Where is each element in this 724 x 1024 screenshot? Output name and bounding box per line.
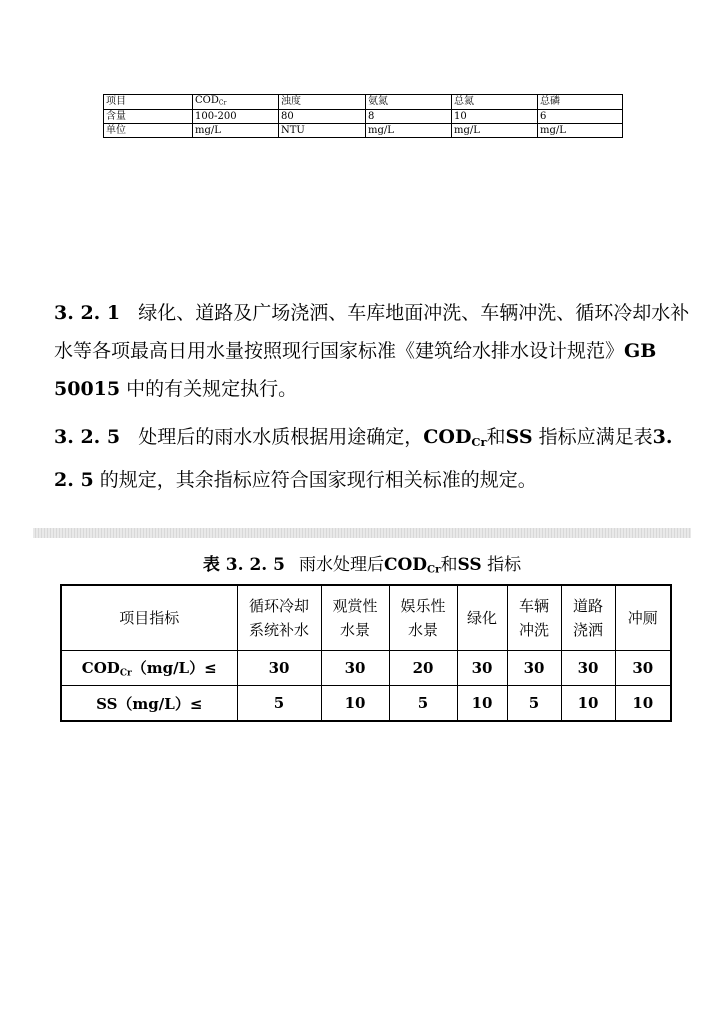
table-row [104, 123, 623, 137]
clause-text: 指标应满足表 [538, 426, 653, 448]
table-cell: 100-200 [193, 109, 279, 123]
rainwater-quality-table [60, 584, 672, 722]
table-cell: 80 [279, 109, 366, 123]
table-cell: mg/L [538, 123, 623, 137]
row-header [61, 651, 237, 686]
table-cell: 30 [237, 651, 321, 686]
cod-subscript: Cr [471, 434, 487, 449]
clause-text: 和 [486, 426, 506, 448]
table-cell: 30 [561, 651, 615, 686]
table-cell: 10 [561, 686, 615, 722]
column-header [561, 585, 615, 651]
table-cell: 30 [457, 651, 507, 686]
table-cell: 含量 [104, 109, 193, 123]
header-line: 浇洒 [572, 621, 603, 639]
table-cell: 10 [457, 686, 507, 722]
table-cell: mg/L [193, 123, 279, 137]
column-header [615, 585, 671, 651]
header-line: 水景 [407, 621, 438, 639]
cod-subscript: Cr [119, 668, 132, 679]
unit-label: （mg/L）≤ [131, 659, 217, 678]
ss-label: SS [457, 555, 482, 575]
table-cell: 10 [452, 109, 538, 123]
table-cell: NTU [279, 123, 366, 137]
row-header: SS（mg/L）≤ [61, 686, 237, 722]
table-cell: 10 [615, 686, 671, 722]
column-header [237, 585, 321, 651]
header-line: 系统补水 [248, 621, 309, 639]
table-cell: mg/L [366, 123, 452, 137]
table-row [104, 95, 623, 110]
table-row-ss [61, 686, 671, 722]
column-header [457, 585, 507, 651]
header-line: 冲洗 [518, 621, 549, 639]
table-cell: 30 [321, 651, 389, 686]
table-cell: 20 [389, 651, 457, 686]
cod-label: COD [81, 659, 120, 678]
cod-label: COD [423, 426, 472, 448]
table-cell: 单位 [104, 123, 193, 137]
clause-text: 的规定，其余指标应符合国家现行相关标准的规定。 [99, 468, 537, 491]
table-cell [193, 95, 279, 110]
header-line: 项目指标 [119, 609, 180, 627]
table-cell: 6 [538, 109, 623, 123]
cod-subscript: Cr [427, 563, 441, 576]
standard-code: GB 50015 [54, 340, 657, 400]
clause-text-tail: 中的有关规定执行。 [126, 378, 298, 400]
caption-text: 和 [440, 555, 458, 575]
cod-label: COD [195, 95, 219, 106]
column-header [61, 585, 237, 651]
table-row [104, 109, 623, 123]
water-quality-table [103, 94, 623, 138]
table-cell: 5 [507, 686, 561, 722]
column-header [507, 585, 561, 651]
table-header-row [61, 585, 671, 651]
table-cell: 8 [366, 109, 452, 123]
clause-text: 处理后的雨水水质根据用途确定， [138, 426, 424, 448]
clause-3-2-1 [54, 294, 694, 408]
column-header [321, 585, 389, 651]
cod-subscript: Cr [218, 99, 227, 107]
clause-number: 3. 2. 5 [54, 426, 121, 448]
header-line: 道路 [572, 597, 603, 615]
header-line: 娱乐性 [400, 597, 446, 615]
table-cell: 总磷 [538, 95, 623, 110]
header-line: 水景 [339, 621, 370, 639]
caption-text: 雨水处理后 [298, 555, 384, 575]
column-header [389, 585, 457, 651]
header-line: 循环冷却 [248, 597, 309, 615]
caption-number: 表 3. 2. 5 [202, 555, 285, 575]
header-line: 冲厕 [627, 609, 658, 627]
table-cell: 30 [615, 651, 671, 686]
clause-text: 绿化、道路及广场浇洒、车库地面冲洗、车辆冲洗、循环冷却水补水等各项最高日用水量按照现行国家标准《建筑给水排水设计规范》 [54, 302, 690, 362]
table-ref: 3. 2. 5 [54, 426, 673, 491]
table-cell: 5 [237, 686, 321, 722]
table-cell: 氨氮 [366, 95, 452, 110]
table-cell: 总氮 [452, 95, 538, 110]
ss-label: SS [505, 426, 533, 448]
table-cell: 5 [389, 686, 457, 722]
header-line: 车辆 [518, 597, 549, 615]
clause-number: 3. 2. 1 [54, 302, 121, 324]
header-line: 观赏性 [332, 597, 378, 615]
table-cell: 项目 [104, 95, 193, 110]
caption-text: 指标 [487, 555, 522, 575]
table-cell: mg/L [452, 123, 538, 137]
separator-band [33, 528, 691, 538]
cod-label: COD [383, 555, 428, 575]
table-cell: 10 [321, 686, 389, 722]
table-caption [0, 553, 724, 582]
header-line: 绿化 [466, 609, 497, 627]
table-cell: 浊度 [279, 95, 366, 110]
table-row-cod [61, 651, 671, 686]
table-cell: 30 [507, 651, 561, 686]
clause-3-2-5 [54, 418, 694, 499]
